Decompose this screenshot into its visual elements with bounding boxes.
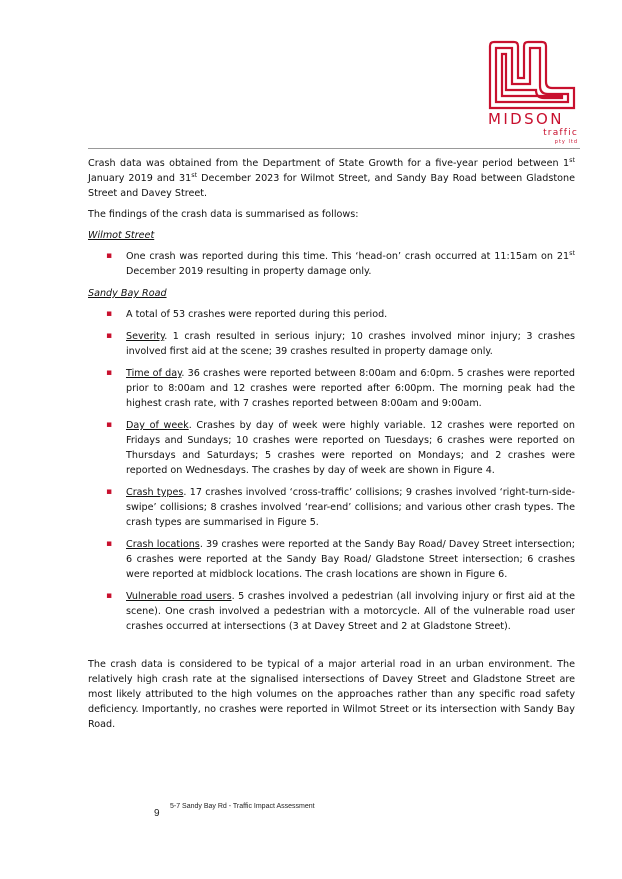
bullet-icon: ▪ — [106, 539, 113, 549]
sandy-bay-list — [88, 307, 575, 634]
list-item: ▪ Time of day. 36 crashes were reported between 8:00am and 6:0pm. 5 crashes were reported prior to 8:00am and 12 crashes were reported after 6:00pm. The morning peak had the highest crash rate, with 7 crashes reported between 8:00am and 9:00am. — [106, 368, 575, 409]
bullet-icon: ▪ — [106, 309, 113, 319]
wilmot-street-heading: Wilmot Street — [88, 230, 155, 241]
header-divider — [88, 148, 580, 149]
logo-brand-text: MIDSON — [488, 110, 564, 128]
conclusion-paragraph: The crash data is considered to be typical of a major arterial road in an urban environment. The relatively high crash rate at the signalised intersections of Davey Street and Gladstone Street are most likely attributed to the high volumes on the approaches rather than any specific road safety deficiency. Importantly, no crashes were reported in Wilmot Street or its intersection with Sandy Bay Road. — [88, 659, 575, 730]
list-item: ▪ A total of 53 crashes were reported during this period. — [106, 309, 388, 320]
document-body — [88, 156, 575, 738]
summary-paragraph: The findings of the crash data is summarised as follows: — [88, 209, 359, 220]
list-item: ▪ Vulnerable road users. 5 crashes involved a pedestrian (all involving injury or first aid at the scene). One crash involved a pedestrian with a motorcycle. All of the vulnerable road user crashes occurred at intersections (3 at Davey Street and 2 at Gladstone Street). — [106, 591, 575, 632]
bullet-icon: ▪ — [106, 487, 113, 497]
sandy-bay-road-heading: Sandy Bay Road — [88, 288, 167, 299]
list-item: ▪ Severity. 1 crash resulted in serious injury; 10 crashes involved minor injury; 3 crashes involved first aid at the scene; 39 crashes resulted in property damage only. — [106, 331, 575, 357]
logo-subtitle: traffic — [543, 128, 578, 138]
list-item: ▪ Crash locations. 39 crashes were reported at the Sandy Bay Road/ Davey Street intersection; 6 crashes were reported at the Sandy Bay Road/ Gladstone Street intersection; 6 crashes were reported at midblock locations. The crash locations are shown in Figure 6. — [106, 539, 575, 580]
list-item: ▪ Day of week. Crashes by day of week were highly variable. 12 crashes were reported on Fridays and Sundays; 10 crashes were reported on Tuesdays; 6 crashes were reported on Thursdays and Saturdays; 5 crashes were reported on Mondays; and 2 crashes were reported on Wednesdays. The crashes by day of week are shown in Figure 4. — [106, 420, 575, 476]
list-item: ▪ One crash was reported during this time. This ‘head-on’ crash occurred at 11:15am on 21st December 2019 resulting in property damage only. — [106, 248, 575, 277]
bullet-icon: ▪ — [106, 591, 113, 601]
footer-title: 5-7 Sandy Bay Rd - Traffic Impact Assessment — [170, 803, 315, 810]
bullet-icon: ▪ — [106, 420, 113, 430]
list-item: ▪ Crash types. 17 crashes involved ‘cross-traffic’ collisions; 9 crashes involved ‘right-turn-side-swipe’ collisions; 8 crashes involved ‘rear-end’ collisions; and various other crash types. The crash types are summarised in Figure 5. — [106, 487, 575, 528]
logo-subtitle-small: pty ltd — [554, 139, 578, 145]
bullet-icon: ▪ — [106, 251, 113, 261]
intro-paragraph: Crash data was obtained from the Department of State Growth for a five-year period between 1st January 2019 and 31st December 2023 for Wilmot Street, and Sandy Bay Road between Gladstone Street and Davey Street. — [88, 155, 575, 199]
bullet-icon: ▪ — [106, 331, 113, 341]
bullet-icon: ▪ — [106, 368, 113, 378]
page-number: 9 — [154, 808, 160, 819]
wilmot-list — [88, 249, 575, 279]
